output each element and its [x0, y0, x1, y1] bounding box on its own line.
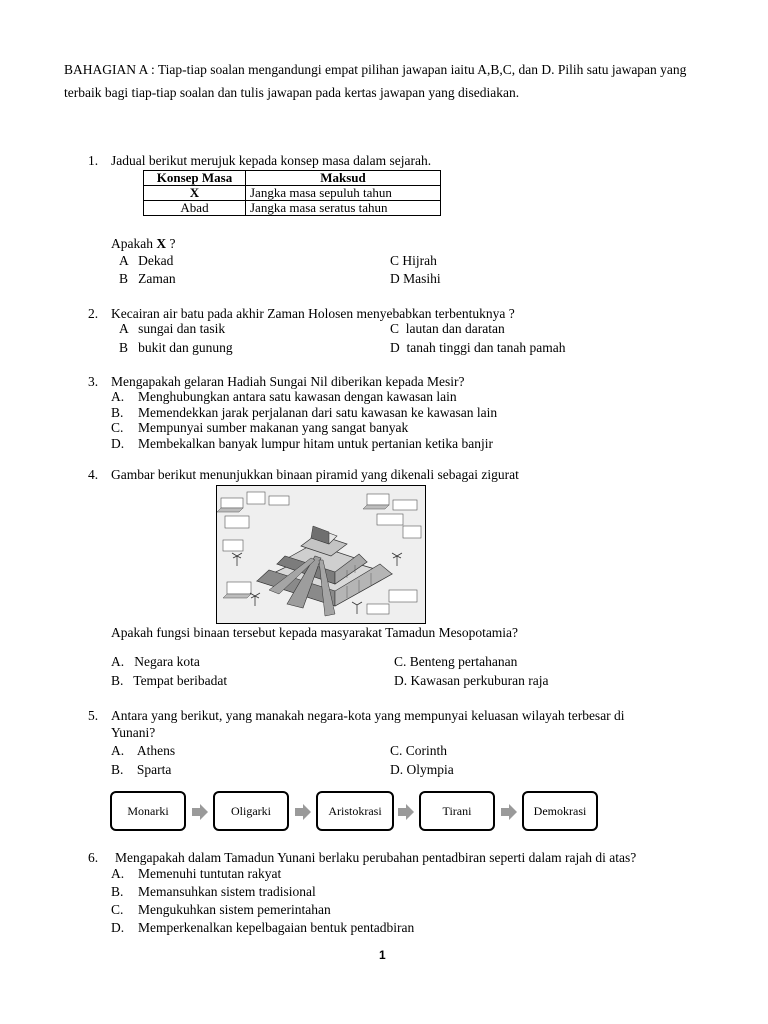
q3-option-c[interactable]: Mempunyai sumber makanan yang sangat banyak [138, 420, 409, 435]
flow-box-demokrasi: Demokrasi [522, 791, 598, 831]
q6-option-a[interactable]: Memenuhi tuntutan rakyat [138, 866, 282, 881]
flow-box-aristokrasi: Aristokrasi [316, 791, 394, 831]
table-header-row [144, 171, 441, 186]
table-header: Maksud [246, 171, 441, 186]
q1-option-a[interactable]: A Dekad [119, 253, 174, 268]
q6-option-c[interactable]: Mengukuhkan sistem pemerintahan [138, 902, 331, 917]
q6-text: Mengapakah dalam Tamadun Yunani berlaku perubahan pentadbiran seperti dalam rajah di atas? [115, 850, 637, 865]
q5-text-line1: Antara yang berikut, yang manakah negara-kota yang mempunyai keluasan wilayah terbesar di [111, 708, 625, 723]
q1-question-bold: X [156, 236, 167, 251]
table-cell: Jangka masa sepuluh tahun [246, 186, 441, 201]
q4-text: Gambar berikut menunjukkan binaan piramid yang dikenali sebagai zigurat [111, 467, 519, 482]
table-cell: X [144, 186, 246, 201]
q6-letter-a: A. [111, 866, 125, 881]
q2-option-d[interactable]: D tanah tinggi dan tanah pamah [390, 340, 566, 355]
q3-number: 3. [88, 374, 99, 389]
q1-number: 1. [88, 153, 99, 168]
q4-number: 4. [88, 467, 99, 482]
page-number: 1 [379, 948, 386, 962]
q3-option-b[interactable]: Memendekkan jarak perjalanan dari satu kawasan ke kawasan lain [138, 405, 498, 420]
q2-option-b[interactable]: B bukit dan gunung [119, 340, 233, 355]
q6-option-d[interactable]: Memperkenalkan kepelbagaian bentuk pentadbiran [138, 920, 415, 935]
table-row [144, 201, 441, 216]
q2-number: 2. [88, 306, 99, 321]
flow-arrow-icon [501, 804, 517, 820]
table-cell: Jangka masa seratus tahun [246, 201, 441, 216]
q1-text: Jadual berikut merujuk kepada konsep masa dalam sejarah. [111, 153, 432, 168]
q1-question-suffix: ? [166, 236, 176, 251]
q4-question: Apakah fungsi binaan tersebut kepada masyarakat Tamadun Mesopotamia? [111, 625, 519, 640]
q3-option-a[interactable]: Menghubungkan antara satu kawasan dengan kawasan lain [138, 389, 457, 404]
table-header: Konsep Masa [144, 171, 246, 186]
q6-option-b[interactable]: Memansuhkan sistem tradisional [138, 884, 316, 899]
q4-option-b[interactable]: B. Tempat beribadat [111, 673, 228, 688]
q6-number: 6. [88, 850, 99, 865]
q1-option-b[interactable]: B Zaman [119, 271, 176, 286]
q3-option-d[interactable]: Membekalkan banyak lumpur hitam untuk pertanian ketika banjir [138, 436, 494, 451]
q6-letter-d: D. [111, 920, 125, 935]
q3-text: Mengapakah gelaran Hadiah Sungai Nil diberikan kepada Mesir? [111, 374, 465, 389]
q3-letter-d: D. [111, 436, 125, 451]
q4-option-a[interactable]: A. Negara kota [111, 654, 200, 669]
konsep-masa-table [143, 170, 441, 216]
q5-option-d[interactable]: D. Olympia [390, 762, 454, 777]
q2-option-a[interactable]: A sungai dan tasik [119, 321, 226, 336]
q5-number: 5. [88, 708, 99, 723]
q1-question-prefix: Apakah [111, 236, 157, 251]
flow-arrow-icon [295, 804, 311, 820]
flow-box-oligarki: Oligarki [213, 791, 289, 831]
q2-option-c[interactable]: C lautan dan daratan [390, 321, 505, 336]
q5-option-b[interactable]: B. Sparta [111, 762, 172, 777]
flow-box-tirani: Tirani [419, 791, 495, 831]
q3-letter-b: B. [111, 405, 124, 420]
q1-question [111, 236, 175, 252]
q4-option-d[interactable]: D. Kawasan perkuburan raja [394, 673, 549, 688]
q6-letter-b: B. [111, 884, 124, 899]
ziggurat-image [216, 485, 426, 624]
q5-option-c[interactable]: C. Corinth [390, 743, 448, 758]
table-row [144, 186, 441, 201]
q3-letter-c: C. [111, 420, 124, 435]
q1-option-c[interactable]: C Hijrah [390, 253, 437, 268]
flow-arrow-icon [192, 804, 208, 820]
flow-box-monarki: Monarki [110, 791, 186, 831]
q1-option-d[interactable]: D Masihi [390, 271, 441, 286]
flow-arrow-icon [398, 804, 414, 820]
q3-letter-a: A. [111, 389, 125, 404]
q4-option-c[interactable]: C. Benteng pertahanan [394, 654, 518, 669]
section-instructions: BAHAGIAN A : Tiap-tiap soalan mengandungi empat pilihan jawapan iaitu A,B,C, dan D. Pilih satu jawapan yang terbaik bagi tiap-tiap soalan dan tulis jawapan pada kertas jawapan yang disediakan. [64, 62, 687, 100]
table-cell: Abad [144, 201, 246, 216]
q2-text: Kecairan air batu pada akhir Zaman Holosen menyebabkan terbentuknya ? [111, 306, 515, 321]
q5-text-line2: Yunani? [111, 725, 156, 740]
q5-option-a[interactable]: A. Athens [111, 743, 176, 758]
q6-letter-c: C. [111, 902, 124, 917]
